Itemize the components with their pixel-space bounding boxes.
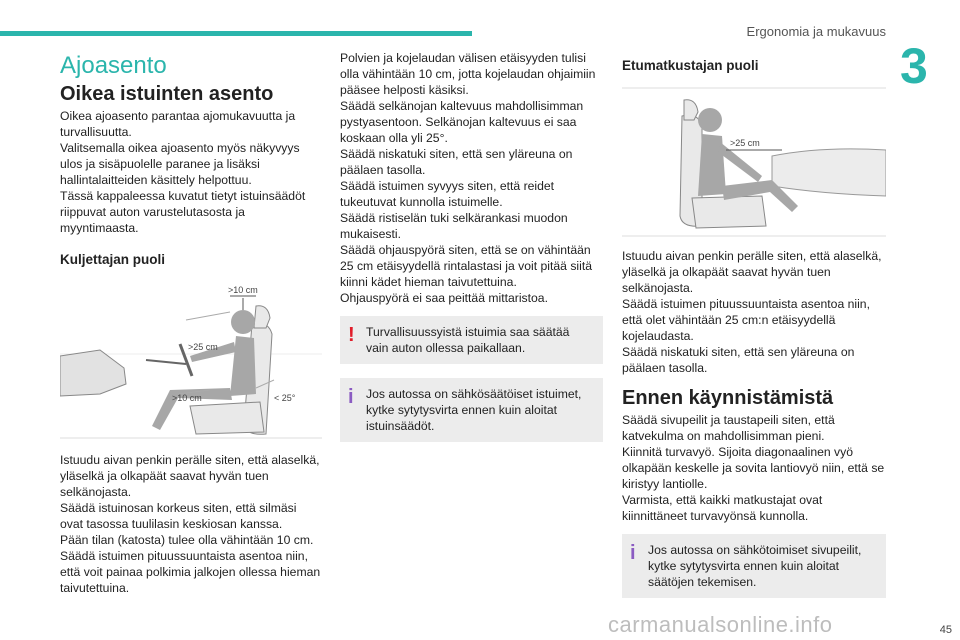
driver-seat-illustration [60,284,322,440]
label-dashboard-distance: >25 cm [730,138,760,148]
passenger-line: Istuudu aivan penkin perälle siten, että alaselkä, yläselkä ja olkapäät saavat hyvän tuen selkänojasta. [622,249,882,295]
column-2 [340,50,603,442]
intro-line: Tässä kappaleessa kuvatut tietyt istuinsäädöt riippuvat auton varustelutasosta ja myyntimaasta. [60,189,306,235]
passenger-seat-illustration [622,86,886,238]
warning-text: Turvallisuussyistä istuimia saa säätää vain auton ollessa paikallaan. [366,325,570,355]
passenger-instructions [622,248,886,598]
body-line: Ohjauspyörä ei saa peittää mittaristoa. [340,291,548,305]
driver-instructions [60,452,322,596]
info-text: Jos autossa on sähkösäätöiset istuimet, kytke sytytysvirta ennen kuin aloitat istuinsäädöt. [366,387,582,433]
section-title: Ajoasento [60,52,167,79]
warning-note [340,316,603,364]
mirror-info-note [622,534,886,598]
before-line: Säädä sivupeilit ja taustapeili siten, että katvekulma on mahdollisimman pieni. [622,413,835,443]
watermark: carmanualsonline.info [608,612,833,637]
passenger-line: Säädä istuimen pituussuuntaista asentoa niin, että olet vähintään 25 cm:n etäisyydellä kojelaudasta. [622,297,870,343]
info-icon: i [630,542,636,564]
column-1 [60,54,322,278]
info-icon: i [348,386,354,408]
page-number: 45 [939,624,952,636]
before-line: Varmista, että kaikki matkustajat ovat kiinnittäneet turvavyönsä kunnolla. [622,493,823,523]
before-line: Kiinnitä turvavyö. Sijoita diagonaalinen vyö olkapään keskelle ja sovita lantiovyö niin, että se kiristyy lantiolle. [622,445,885,491]
header-accent-bar [0,31,472,36]
heading-seat-position: Oikea istuinten asento [60,83,274,105]
heading-before-starting: Ennen käynnistämistä [622,387,834,409]
info-note [340,378,603,442]
heading-passenger-side: Etumatkustajan puoli [622,58,759,73]
driver-line: Pään tilan (katosta) tulee olla vähintään 10 cm. [60,533,314,547]
driver-line: Säädä istuimen pituussuuntaista asentoa niin, että voit painaa polkimia jalkojen ollessa hieman taivutettuina. [60,549,321,595]
passenger-line: Säädä niskatuki siten, että sen yläreuna on päälaen tasolla. [622,345,855,375]
body-line: Säädä ohjauspyörä siten, että se on vähintään 25 cm etäisyydellä rintalastasi ja voit pitää siitä kiinni kädet hieman taivutettuina. [340,243,592,289]
body-line: Polvien ja kojelaudan välisen etäisyyden tulisi olla vähintään 10 cm, jotta kojelaudan ohjaimiin pääsee helposti käsiksi. [340,51,596,97]
column-3 [622,58,886,84]
intro-line: Oikea ajoasento parantaa ajomukavuutta ja turvallisuutta. [60,109,296,139]
body-line: Säädä niskatuki siten, että sen yläreuna on päälaen tasolla. [340,147,573,177]
heading-driver-side: Kuljettajan puoli [60,252,166,267]
running-header: Ergonomia ja mukavuus [746,24,886,39]
label-knee-distance: >10 cm [172,393,202,403]
body-line: Säädä selkänojan kaltevuus mahdollisimman pystyasentoon. Selkänojan kaltevuus ei saa koskaan olla yli 25°. [340,99,584,145]
label-steering-distance: >25 cm [188,342,218,352]
driver-line: Istuudu aivan penkin perälle siten, että alaselkä, yläselkä ja olkapäät saavat hyvän tuen selkänojasta. [60,453,320,499]
driver-line: Säädä istuinosan korkeus siten, että silmäsi ovat tasossa tuulilasin keskiosan kanssa. [60,501,297,531]
body-line: Säädä istuimen syvyys siten, että reidet tukeutuvat kunnolla istuimelle. [340,179,555,209]
intro-line: Valitsemalla oikea ajoasento myös näkyvyys ulos ja sisäpuolelle paranee ja lisäksi hallintalaitteiden käsittely helpottuu. [60,141,300,187]
chapter-number: 3 [900,38,928,94]
mirror-info-text: Jos autossa on sähkötoimiset sivupeilit, kytke sytytysvirta ennen kuin aloitat säätöjen tekemisen. [648,543,862,589]
label-head-clearance: >10 cm [228,285,258,295]
warning-icon: ! [348,324,355,346]
body-line: Säädä ristiselän tuki selkärankasi muodon mukaisesti. [340,211,568,241]
label-backrest-angle: < 25° [274,393,296,403]
